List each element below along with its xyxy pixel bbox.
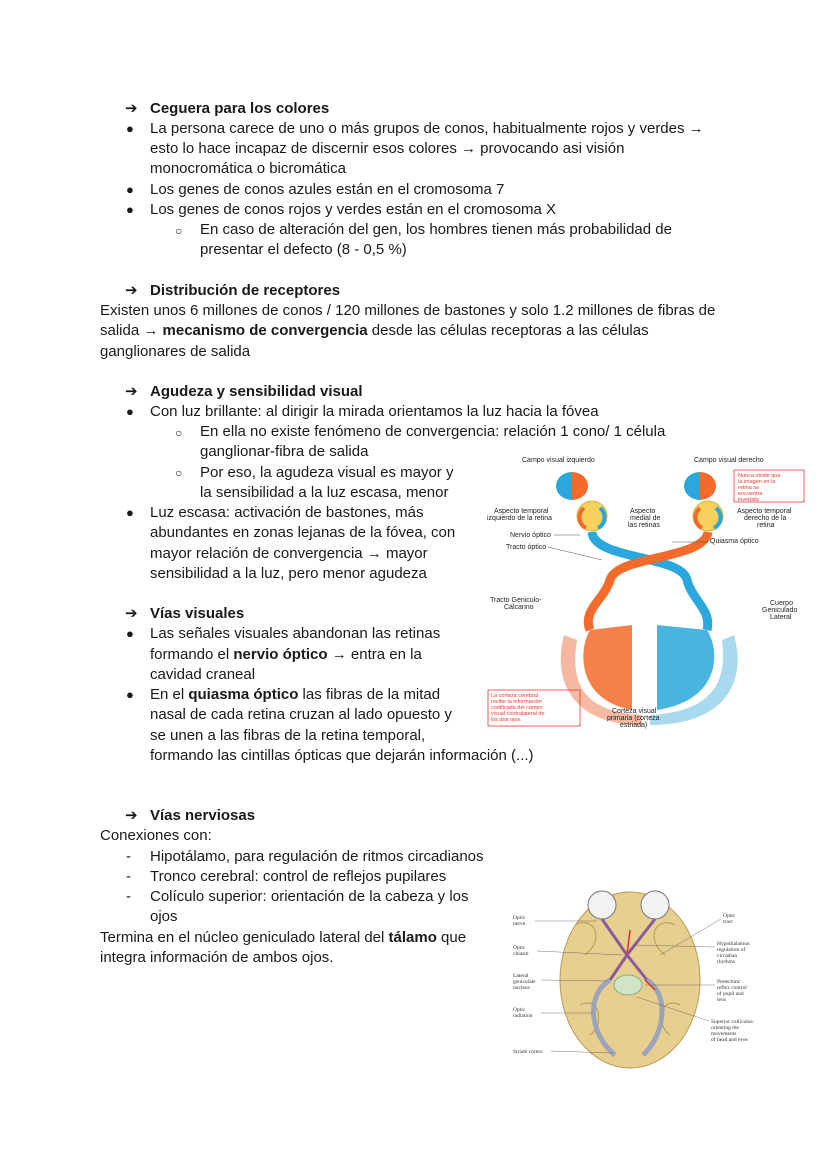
hypo-label: regulation of (717, 947, 746, 953)
text-line: sensibilidad a la luz, pero menor agudeza (150, 565, 427, 582)
optic-radiation-label: Optic (513, 1007, 526, 1013)
sup-coll-label: orienting the (711, 1025, 739, 1031)
temp-der-label: retina (757, 522, 775, 529)
heading-agudeza: Agudeza y sensibilidad visual (150, 383, 363, 400)
sup-coll-label: of head and eyes (711, 1037, 748, 1043)
bullet-icon: ● (126, 505, 134, 520)
temp-izq-label: izquierdo de la retina (487, 515, 552, 522)
corteza-label: estriada) (620, 722, 648, 729)
sup-coll-label: Superior colliculus: (711, 1019, 755, 1025)
medial-label: las retinas (628, 522, 660, 529)
pretectum-label: of pupil and (717, 991, 744, 997)
corteza-note-line: La corteza cerebral (491, 693, 539, 699)
hypo-label: rhythms (717, 959, 736, 965)
left-eyeball (588, 891, 616, 919)
text-line: salida → mecanismo de convergencia desde las células receptoras a las células (100, 322, 649, 339)
geniculo-label: Tracto Geniculo- (490, 597, 542, 604)
text-line: monocromática o bicromática (150, 160, 346, 177)
arrow-icon: ➔ (125, 282, 138, 299)
heading-distribucion: Distribución de receptores (150, 282, 341, 299)
left-cortex (583, 625, 632, 710)
text-line: abundantes en zonas lejanas de la fóvea, con (150, 524, 456, 541)
medial-label: Aspecto (630, 508, 656, 515)
pretectum-label: Pretectum: (717, 979, 741, 985)
sup-coll-label: movements (711, 1031, 737, 1037)
cuerpo-label: Lateral (770, 614, 792, 621)
circle-bullet-icon: ○ (175, 426, 183, 440)
temp-izq-label: Aspecto temporal (494, 508, 549, 515)
bullet-icon: ● (126, 202, 134, 217)
text-line: Existen unos 6 millones de conos / 120 millones de bastones y solo 1.2 millones de fibras de (100, 302, 716, 319)
heading-vias-visuales: Vías visuales (150, 605, 245, 622)
right-eyeball (641, 891, 669, 919)
text-line: la sensibilidad a la luz escasa, menor (200, 484, 449, 501)
note-line: Nunca olvide que (738, 473, 781, 479)
dash-bullet: - (126, 868, 131, 885)
heading-ceguera: Ceguera para los colores (150, 100, 330, 117)
dash-bullet: - (126, 848, 131, 865)
text-line: En ella no existe fenómeno de convergencia: relación 1 cono/ 1 célula (200, 423, 666, 440)
corteza-label: primaria (corteza (607, 715, 660, 722)
thalamus (614, 975, 642, 995)
text-line: Los genes de conos rojos y verdes están en el cromosoma X (150, 201, 557, 218)
corteza-note-line: recibe la información (491, 699, 542, 705)
text-line: cavidad craneal (150, 666, 256, 683)
pretectum-label: reflex control (717, 985, 747, 991)
text-line: Termina en el núcleo geniculado lateral del tálamo que (100, 929, 467, 946)
tracto-label: Tracto óptico (506, 544, 547, 551)
corteza-label: Corteza visual (612, 708, 657, 715)
text-line: Conexiones con: (100, 827, 212, 844)
text-line: ojos (150, 908, 178, 925)
hypo-label: Hypothalamus: (717, 941, 751, 947)
hypo-label: circadian (717, 953, 738, 959)
optic-radiation-label: radiation (513, 1013, 533, 1019)
arrow-icon: ➔ (125, 605, 138, 622)
temp-der-label: Aspecto temporal (737, 508, 792, 515)
field-disc-orange (700, 472, 716, 500)
text-line: Los genes de conos azules están en el cromosoma 7 (150, 181, 505, 198)
nervio-label: Nervio óptico (510, 532, 551, 539)
text-line: integra información de ambos ojos. (100, 949, 334, 966)
heading-vias-nerviosas: Vías nerviosas (150, 807, 256, 824)
arrow-icon: ➔ (125, 383, 138, 400)
text-line: se unen a las fibras de la retina temporal, (150, 727, 426, 744)
circle-bullet-icon: ○ (175, 466, 183, 480)
text-line: formando las cintillas ópticas que dejarán información (...) (150, 747, 534, 764)
bullet-icon: ● (126, 404, 134, 419)
bullet-icon: ● (126, 687, 134, 702)
text-line: Hipotálamo, para regulación de ritmos circadianos (150, 848, 484, 865)
field-disc-blue (684, 472, 700, 500)
campo-izq-label: Campo visual izquierdo (522, 457, 595, 464)
text-line: Colículo superior: orientación de la cabeza y los (150, 888, 469, 905)
optic-chiasm-label: chiasm (513, 951, 529, 957)
arrow-icon: ➔ (125, 100, 138, 117)
arrow-icon: ➔ (125, 807, 138, 824)
right-cortex (657, 625, 714, 710)
campo-der-label: Campo visual derecho (694, 457, 764, 464)
bullet-icon: ● (126, 182, 134, 197)
cuerpo-label: Geniculado (762, 607, 798, 614)
text-line: esto lo hace incapaz de discernir esos colores → provocando asi visión (150, 140, 625, 157)
optic-tract-label: tract (723, 919, 733, 925)
quiasma-label: Quiasma óptico (710, 538, 759, 545)
text-line: mayor relación de convergencia → mayor (150, 545, 428, 562)
text-line: formando el nervio óptico → entra en la (150, 646, 422, 663)
visual-pathway-diagram (482, 450, 822, 740)
lgn-label: geniculate (513, 979, 536, 985)
text-line: En el quiasma óptico las fibras de la mitad (150, 686, 441, 703)
corteza-note-line: visual contralateral de (491, 711, 545, 717)
optic-chiasm-label: Optic (513, 945, 526, 951)
note-line: invertida (738, 497, 759, 503)
corteza-note-line: codificada del campo (491, 705, 543, 711)
text-line: Tronco cerebral: control de reflejos pupilares (150, 868, 447, 885)
bullet-icon: ● (126, 626, 134, 641)
lgn-label: nucleus (513, 985, 530, 991)
text-line: La persona carece de uno o más grupos de conos, habitualmente rojos y verdes → (150, 120, 704, 137)
striate-label: Striate cortex (513, 1049, 543, 1055)
brain-diagram (505, 885, 775, 1070)
bullet-icon: ● (126, 121, 134, 136)
circle-bullet-icon: ○ (175, 224, 183, 238)
text-line: Con luz brillante: al dirigir la mirada orientamos la luz hacia la fóvea (150, 403, 599, 420)
text-line: Las señales visuales abandonan las retinas (150, 625, 441, 642)
field-disc-blue (556, 472, 572, 500)
note-line: encuentra (738, 491, 763, 497)
field-disc-orange (572, 472, 588, 500)
medial-label: medial de (630, 515, 661, 522)
text-line: ganglionares de salida (100, 343, 251, 360)
text-line: presentar el defecto (8 - 0,5 %) (200, 241, 407, 258)
text-line: nasal de cada retina cruzan al lado opuesto y (150, 706, 452, 723)
note-line: retina se (738, 485, 760, 491)
optic-nerve-label: Optic (513, 915, 526, 921)
text-line: Por eso, la agudeza visual es mayor y (200, 464, 454, 481)
cuerpo-label: Cuerpo (770, 600, 793, 607)
optic-nerve-label: nerve (513, 921, 526, 927)
corteza-note-line: los dos ojos. (491, 717, 522, 723)
geniculo-label: Calcarino (504, 604, 534, 611)
pretectum-label: lens (717, 997, 726, 1003)
dash-bullet: - (126, 888, 131, 905)
note-line: la imagen en la (738, 479, 776, 485)
optic-tract-label: Optic (723, 913, 736, 919)
temp-der-label: derecho de la (744, 515, 787, 522)
lgn-label: Lateral (513, 973, 529, 979)
text-line: En caso de alteración del gen, los hombres tienen más probabilidad de (200, 221, 672, 238)
text-line: ganglionar-fibra de salida (200, 443, 369, 460)
text-line: Luz escasa: activación de bastones, más (150, 504, 424, 521)
